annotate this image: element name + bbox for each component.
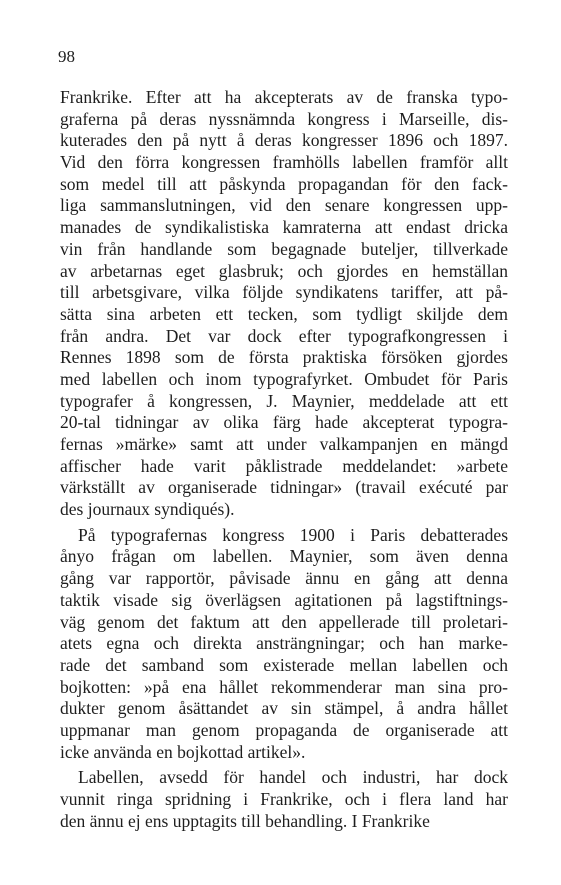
text-line: affischer hade varit påklistrade meddelandet: »arbete [60,455,508,476]
text-line: rade det samband som existerade mellan labellen och [60,654,508,675]
paragraph [60,525,508,764]
text-line: sätta sina arbeten ett tecken, som tydligt skiljde dem [60,303,508,324]
text-line: icke använda en bojkottad artikel». [60,741,306,762]
text-line: med labellen och inom typografyrket. Ombudet för Paris [60,368,508,389]
text-line: På typografernas kongress 1900 i Paris debatterades [78,524,508,545]
text-line: 20-tal tidningar av olika färg hade akcepterat typogra- [60,412,508,433]
text-line: fernas »märke» samt att under valkampanjen en mängd [60,434,508,454]
text-line: från andra. Det var dock efter typografkongressen i [60,325,508,346]
text-line: gång var rapportör, påvisade ännu en gång att denna [60,568,508,589]
text-line: bojkotten: »på ena hållet rekommenderar man sina pro- [60,676,508,697]
paragraph [60,87,508,521]
text-line: taktik visade sig överlägsen agitationen på lagstiftnings- [60,589,508,610]
text-line: Frankrike. Efter att ha akcepterats av de franska typo- [60,87,508,107]
text-line: den ännu ej ens upptagits till behandling. I Frankrike [60,810,430,831]
text-line: ånyo frågan om labellen. Maynier, som även denna [60,546,508,567]
text-line: liga sammanslutningen, vid den senare kongressen upp- [60,195,508,216]
text-line: till arbetsgivare, vilka följde syndikatens tariffer, att på- [60,282,508,303]
text-line: Vid den förra kongressen framhölls labellen framför allt [60,152,508,173]
text-line: uppmanar man genom propaganda de organiserade att [60,719,508,740]
page-number: 98 [58,47,75,66]
paragraph [60,767,508,832]
text-line: vin från handlande som begagnade buteljer, tillverkade [60,238,508,259]
text-line: graferna på deras nyssnämnda kongress i Marseille, dis- [60,108,508,129]
text-line: vunnit ringa spridning i Frankrike, och i flera land har [60,789,508,809]
text-line: som medel till att påskynda propagandan för den fack- [60,173,508,194]
text-line: typografer å kongressen, J. Maynier, meddelade att ett [60,390,508,411]
body-text [60,87,508,832]
text-line: kuterades den på nytt å deras kongresser 1896 och 1897. [60,130,508,151]
text-line: Rennes 1898 som de första praktiska försöken gjordes [60,347,508,368]
text-line: väg genom det faktum att den appellerade till proletari- [60,611,508,632]
text-line: dukter genom åsättandet av sin stämpel, å andra hållet [60,698,508,719]
text-line: Labellen, avsedd för handel och industri, har dock [78,767,508,788]
text-line: atets egna och direkta ansträngningar; och han marke- [60,633,508,654]
text-line: av arbetarnas eget glasbruk; och gjordes en hemställan [60,260,508,281]
text-line: des journaux syndiqués). [60,499,235,520]
text-line: manades de syndikalistiska kamraterna att endast dricka [60,217,508,238]
text-line: värkställt av organiserade tidningar» (travail exécuté par [60,477,508,498]
